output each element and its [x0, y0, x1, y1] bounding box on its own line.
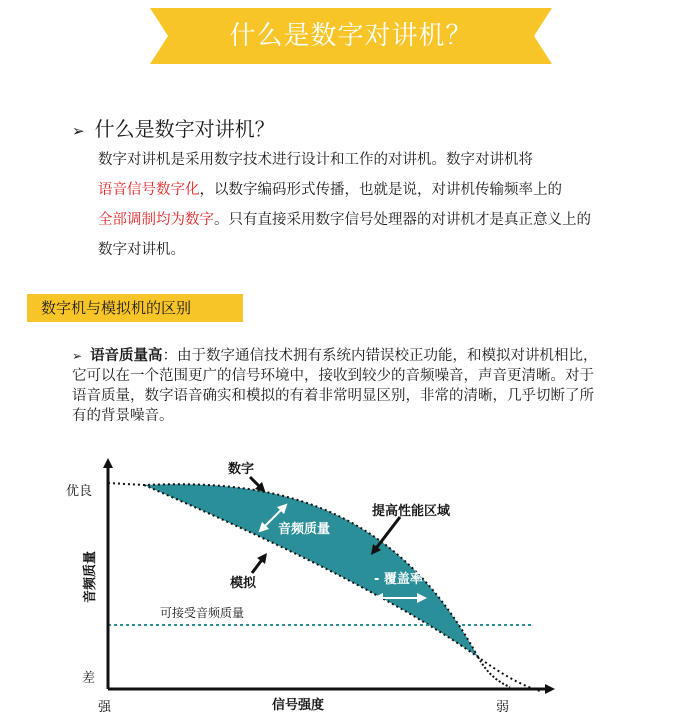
point-label: 语音质量高 [90, 348, 163, 364]
x-axis-title: 信号强度 [272, 698, 325, 713]
arrow-bullet-icon: ➢ [72, 122, 85, 140]
text-run: 。只有直接采用数字信号处理器的对讲机才是真正意义上的 [214, 212, 591, 228]
text-run: ，以数字编码形式传播，也就是说，对讲机传输频率上的 [199, 182, 562, 198]
digital-label: 数字 [228, 462, 255, 477]
x-left-label: 强 [98, 700, 112, 715]
improve-region-label: 提高性能区域 [372, 504, 451, 519]
title-banner [150, 8, 552, 64]
audio-quality-label: 音频质量 [278, 522, 331, 537]
paragraph-line [98, 145, 678, 175]
highlight-run: 全部调制均为数字 [98, 212, 214, 228]
highlight-run: 语音信号数字化 [98, 182, 200, 198]
analog-pointer-arrow [252, 557, 264, 573]
y-axis-title: 音频质量 [83, 550, 98, 603]
text-run: ：由于数字通信技术拥有系统内错误校正功能，和模拟对讲机相比， [162, 348, 598, 364]
definition-paragraph [98, 145, 678, 265]
paragraph-line [98, 235, 678, 265]
point-line: 有的背景噪音。 [72, 408, 174, 424]
point-line: 它可以在一个范围更广的信号环境中，接收到较少的音频噪音，声音更清晰。对于 [72, 368, 594, 384]
text-run: 数字对讲机是采用数字技术进行设计和工作的对讲机。数字对讲机将 [98, 152, 533, 168]
banner-title: 什么是数字对讲机？ [229, 21, 473, 51]
arrow-bullet-icon: ➢ [72, 349, 83, 363]
improve-pointer-arrow [374, 517, 400, 551]
question-title: 什么是数字对讲机？ [94, 117, 275, 141]
section-tag: 数字机与模拟机的区别 [27, 294, 243, 322]
question-heading [72, 113, 275, 142]
quality-diagram [60, 455, 560, 715]
point-line: 语音质量，数字语音确实和模拟的有着非常明显区别，非常的清晰，几乎切断了所 [72, 388, 594, 404]
coverage-label: - 覆盖率 [374, 572, 423, 587]
acceptable-quality-label: 可接受音频质量 [160, 606, 245, 620]
analog-curve [144, 485, 540, 691]
digital-pointer-arrow [250, 477, 262, 489]
point-line [72, 346, 672, 366]
voice-quality-point [72, 346, 672, 426]
text-run: 数字对讲机。 [98, 242, 185, 258]
paragraph-line [98, 175, 678, 205]
analog-label: 模拟 [230, 576, 257, 591]
digital-curve-drop [478, 657, 510, 687]
y-bottom-label: 差 [82, 671, 96, 686]
x-right-label: 弱 [496, 700, 510, 715]
paragraph-line [98, 205, 678, 235]
y-top-label: 优良 [66, 484, 93, 499]
